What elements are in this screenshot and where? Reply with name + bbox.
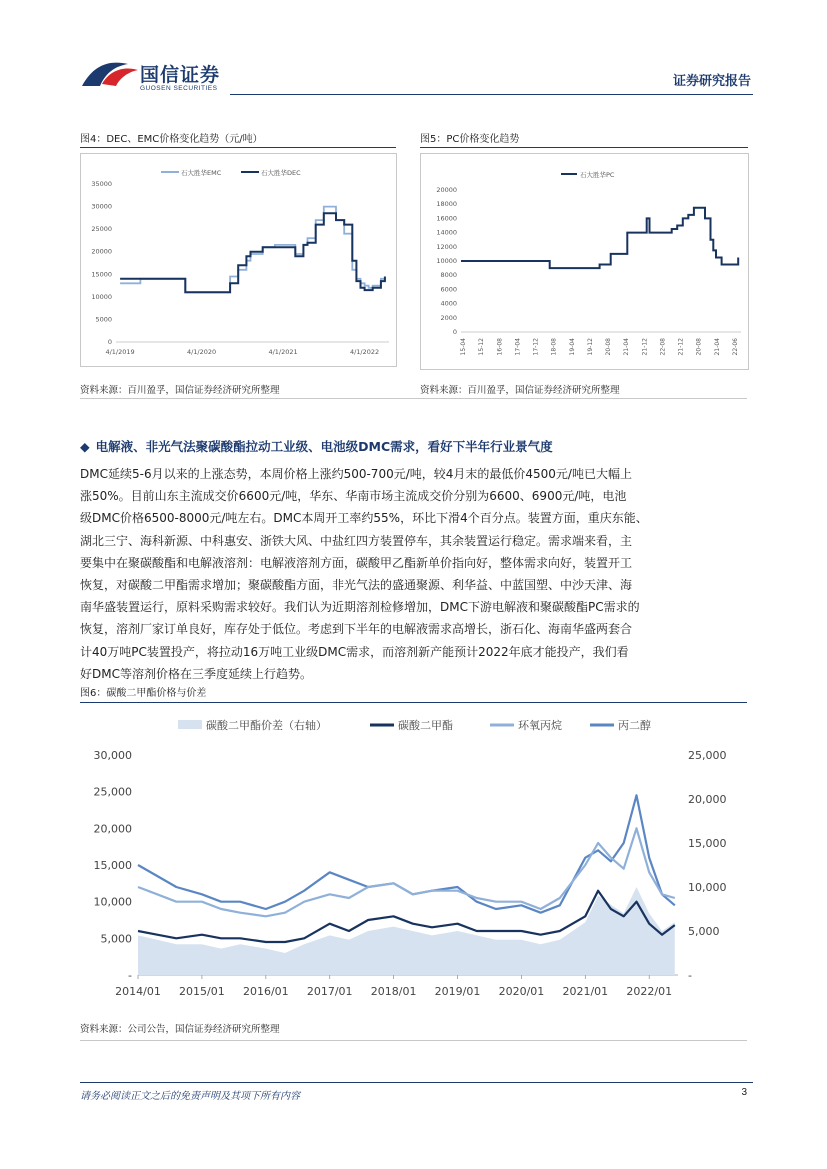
fig5-ytick-label: 18000 (436, 200, 457, 209)
fig5-xtick-label: 15-04 (460, 338, 467, 356)
fig5-ytick-label: 4000 (440, 299, 457, 308)
fig6-xtick-label: 2016/01 (242, 985, 289, 998)
fig4-ytick-label: 35000 (91, 180, 112, 188)
fig6-y2tick-label: 25,000 (688, 749, 727, 762)
fig4-xtick-label: 4/1/2020 (186, 348, 217, 356)
fig5-xtick-label: 21-12 (677, 338, 685, 356)
fig6-legend-label: 碳酸二甲酯 (398, 719, 453, 732)
fig5-xtick-label: 20-08 (605, 338, 613, 356)
fig6-xtick-label: 2014/01 (115, 985, 161, 998)
fig4-ytick-label: 10000 (91, 292, 112, 301)
fig5-chart-frame (420, 153, 749, 370)
fig4-ytick-label: 0 (107, 338, 112, 346)
fig5-xtick-label: 15-12 (478, 338, 486, 356)
section-paragraph (80, 463, 748, 685)
fig6-source-rule (80, 1040, 747, 1041)
fig6-ytick-label: 25,000 (93, 785, 132, 799)
fig5-xtick-label: 18-08 (550, 338, 558, 356)
fig6-y2tick-label: 15,000 (688, 837, 727, 850)
fig4-title-rule (80, 147, 396, 148)
fig6-ytick-label: 15,000 (93, 859, 132, 872)
fig6-y2tick-label: - (688, 969, 692, 982)
fig4-xtick-label: 4/1/2021 (268, 348, 298, 356)
fig5-xtick-label: 22-06 (732, 338, 739, 356)
fig6-xtick-label: 2021/01 (562, 985, 609, 998)
para-line: 级DMC价格6500-8000元/吨左右。DMC本周开工率约55%，环比下滑4个百分点。装置方面，重庆东能、 (80, 511, 648, 526)
fig5-ytick-label: 8000 (440, 271, 457, 280)
fig4-ytick-label: 25000 (91, 225, 112, 234)
para-line: 湖北三宁、海科新源、中科惠安、浙铁大风、中盐红四方装置停车，其余装置运行稳定。需求端来看，主 (80, 533, 633, 548)
footer-disclaimer[interactable]: 请务必阅读正文之后的免责声明及其项下所有内容 (80, 1091, 300, 1102)
fig5-source: 资料来源：百川盈孚，国信证券经济研究所整理 (420, 385, 620, 396)
fig5-chart (421, 154, 748, 369)
fig5-legend-label: 石大胜华PC (580, 171, 615, 179)
fig5-xtick-label: 20-08 (695, 338, 703, 356)
fig4-ytick-label: 5000 (95, 315, 112, 324)
para-line: 计40万吨PC装置投产，将拉动16万吨工业级DMC需求，而溶剂新产能预计2022年底才能投产，我们看 (80, 644, 629, 659)
para-line: 恢复，溶剂厂家订单良好，库存处于低位。考虑到下半年的电解液需求高增长，浙石化、海南华盛两套合 (80, 622, 633, 637)
fig6-source: 资料来源：公司公告，国信证券经济研究所整理 (80, 1024, 280, 1035)
fig5-xtick-label: 19-12 (586, 338, 594, 356)
fig5-xtick-label: 17-04 (514, 338, 522, 356)
fig4-chart (81, 154, 396, 366)
brand-name-en: GUOSEN SECURITIES (140, 85, 218, 92)
fig5-xtick-label: 22-08 (659, 338, 667, 356)
fig6-y2tick-label: 10,000 (688, 881, 727, 894)
fig5-ytick-label: 14000 (436, 228, 457, 237)
fig6-xtick-label: 2015/01 (179, 985, 225, 998)
fig5-series-line (461, 208, 738, 268)
report-type-label: 证券研究报告 (672, 74, 751, 89)
fig4-series-line (120, 213, 385, 292)
fig5-ytick-label: 12000 (436, 242, 457, 251)
fig6-title-rule (80, 702, 747, 703)
fig5-xtick-label: 16-08 (496, 338, 504, 356)
fig6-ytick-label: 10,000 (93, 895, 132, 909)
fig6-ytick-label: 20,000 (93, 822, 132, 836)
footer-rule (80, 1082, 753, 1083)
fig6-xtick-label: 2019/01 (434, 985, 481, 998)
fig6-y2tick-label: 20,000 (688, 793, 727, 806)
fig5-ytick-label: 6000 (440, 285, 457, 294)
fig5-xtick-label: 21-12 (641, 338, 649, 356)
fig6-xtick-label: 2020/01 (498, 985, 545, 998)
section-heading-text: 电解液、非光气法聚碳酸酯拉动工业级、电池级DMC需求，看好下半年行业景气度 (95, 439, 553, 454)
fig6-legend-label: 环氧丙烷 (518, 719, 562, 732)
fig4-ytick-label: 20000 (91, 247, 112, 256)
fig6-xtick-label: 2022/01 (626, 985, 673, 998)
figures-row-rule (80, 398, 747, 399)
fig4-xtick-label: 4/1/2019 (105, 348, 135, 356)
fig4-xtick-label: 4/1/2022 (349, 348, 380, 356)
fig5-ytick-label: 20000 (436, 186, 457, 194)
fig6-ytick-label: - (128, 969, 132, 982)
fig4-legend-label: 石大胜华EMC (181, 169, 222, 177)
fig6-ytick-label: 30,000 (93, 749, 132, 762)
fig4-ytick-label: 15000 (91, 270, 112, 279)
fig5-xtick-label: 19-04 (568, 338, 576, 356)
para-line: 要集中在聚碳酸酯和电解液溶剂：电解液溶剂方面，碳酸甲乙酯新单价指向好，整体需求向好，装置开工 (80, 555, 633, 570)
page-number: 3 (741, 1087, 747, 1098)
para-line: 好DMC等溶剂价格在三季度延续上行趋势。 (80, 666, 312, 681)
fig5-title-rule (420, 147, 748, 148)
section-heading (80, 437, 553, 455)
brand-name-cn: 国信证券 (140, 64, 221, 86)
fig6-xtick-label: 2017/01 (306, 985, 353, 998)
para-line: 涨50%。目前山东主流成交价6600元/吨，华东、华南市场主流成交价分别为6600、6900元/吨，电池 (80, 489, 627, 504)
section-bullet-icon: ◆ (80, 439, 90, 454)
fig4-legend-label: 石大胜华DEC (261, 169, 301, 177)
fig5-ytick-label: 0 (452, 328, 457, 336)
fig5-ytick-label: 16000 (436, 214, 457, 223)
brand-logo-mark (80, 60, 140, 90)
fig4-source: 资料来源：百川盈孚，国信证券经济研究所整理 (80, 385, 280, 396)
fig5-xtick-label: 21-04 (623, 338, 631, 356)
fig6-legend-label: 碳酸二甲酯价差（右轴） (206, 719, 327, 732)
fig6-series-line (138, 828, 675, 916)
fig5-xtick-label: 21-04 (713, 338, 721, 356)
para-line: 南华盛装置运行，原料采购需求较好。我们认为近期溶剂检修增加，DMC下游电解液和聚碳酸酯PC需求的 (80, 600, 640, 615)
fig5-xtick-label: 17-12 (532, 338, 540, 356)
fig6-legend-swatch (178, 720, 202, 729)
fig6-ytick-label: 5,000 (100, 932, 132, 946)
fig5-ytick-label: 10000 (436, 257, 457, 265)
fig6-y2tick-label: 5,000 (688, 925, 720, 938)
para-line: 恢复，对碳酸二甲酯需求增加；聚碳酸酯方面，非光气法的盛通聚源、利华益、中蓝国塑、中沙天津、海 (80, 578, 633, 593)
fig6-series-line (138, 795, 675, 912)
fig5-ytick-label: 2000 (440, 313, 457, 322)
fig6-xtick-label: 2018/01 (370, 985, 417, 998)
header-rule (230, 94, 753, 95)
para-line: DMC延续5-6月以来的上涨态势，本周价格上涨约500-700元/吨，较4月末的最低价4500元/吨已大幅上 (80, 467, 632, 481)
fig5-title: 图5：PC价格变化趋势 (420, 134, 520, 145)
fig6-legend-label: 丙二醇 (618, 719, 651, 732)
fig4-ytick-label: 30000 (91, 202, 112, 211)
fig4-title: 图4：DEC、EMC价格变化趋势（元/吨） (80, 134, 263, 145)
fig4-chart-frame (80, 153, 397, 367)
fig6-chart (80, 710, 748, 1005)
fig6-title: 图6：碳酸二甲酯价格与价差 (80, 688, 207, 699)
